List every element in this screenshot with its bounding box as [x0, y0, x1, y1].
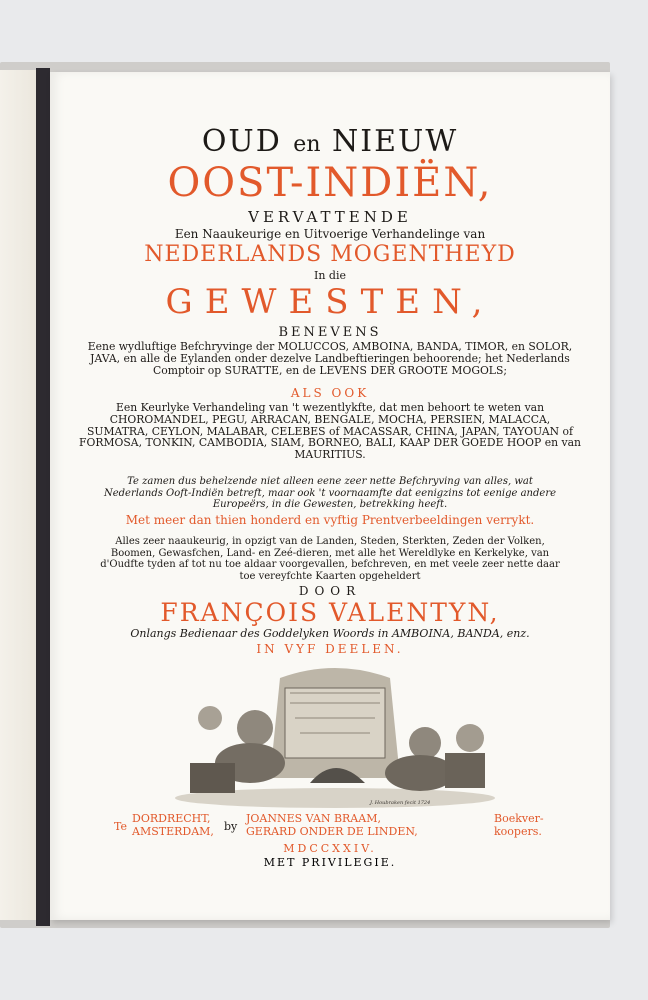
- imprint-te: Te: [114, 820, 127, 833]
- gewesten: GEWESTEN,: [165, 282, 495, 322]
- imprint-trade-2: koopers.: [494, 825, 542, 838]
- description-paragraph-2: Een Keurlyke Verhandeling van 't wezentlykfte, dat men behoort te weten van CHOROMANDEL, PEGU, ARRACAN, BENGALE, MOCHA, PERSIEN, MALACCA, SUMATRA, CEYLON, MALABAR, CELEBES of MACASSAR, CHINA, JAPAN, TAYOUAN of FORMOSA, TONKIN, CAMBODIA, SIAM, BORNEO, BALI, KAAP DER GOEDE HOOP en van MAURITIUS.: [79, 401, 581, 462]
- illustrations-line: Met meer dan thien honderd en vyftig Prentverbeeldingen verrykt.: [125, 513, 535, 527]
- in-die: In die: [314, 269, 346, 282]
- benevens: BENEVENS: [278, 325, 382, 340]
- title-word-en: en: [293, 132, 321, 157]
- privilege: MET PRIVILEGIE.: [263, 856, 397, 869]
- title-word-nieuw: NIEUW: [332, 124, 459, 159]
- imprint-printer-2: GERARD ONDER DE LINDEN,: [246, 825, 418, 838]
- imprint-city-2: AMSTERDAM,: [132, 825, 214, 838]
- title-word-oud: OUD: [201, 124, 282, 159]
- imprint-city-1: DORDRECHT,: [132, 812, 211, 825]
- nederlands-mogentheyd: NEDERLANDS MOGENTHEYD: [144, 242, 516, 267]
- description-paragraph-3: Te zamen dus behelzende niet alleen eene zeer nette Befchryving van alles, wat Nederlands Ooft-Indiën betreft, maar ook 't voornaamfte dat eenigzins tot eenige andere Europeërs, in die Gewesten, betrekking heeft.: [103, 476, 557, 510]
- description-paragraph-4: Alles zeer naaukeurig, in opzigt van de Landen, Steden, Sterkten, Zeden der Volken, Boomen, Gewasfchen, Land- en Zeé-dieren, met alle het Wereldlyke en Kerkelyke, van d'Oudfte tyden af tot nu toe aldaar voorgevallen, befchreven, en met veele zeer nette daar toe vereyfchte Kaarten opgeheldert: [100, 536, 560, 582]
- year: MDCCXXIV.: [283, 842, 377, 855]
- door: DOOR: [298, 584, 362, 598]
- title-line-oud-en-nieuw: [50, 124, 610, 159]
- engraving-illustration: [170, 658, 500, 808]
- description-paragraph-1: Eene wydluftige Befchryvinge der MOLUCCOS, AMBOINA, BANDA, TIMOR, en SOLOR, JAVA, en alle de Eylanden onder dezelve Landbeftieringen behoorende; het Nederlands Comptoir op SURATTE, en de LEVENS DER GROOTE MOGOLS;: [87, 340, 573, 377]
- title-page: [50, 72, 610, 920]
- als-ook: ALS OOK: [290, 386, 370, 400]
- subtitle-line: Een Naaukeurige en Uitvoerige Verhandelinge van: [174, 227, 486, 241]
- imprint-trade-1: Boekver-: [494, 812, 544, 825]
- volumes-line: IN VYF DEELEN.: [256, 642, 404, 656]
- engraving-signature: J. Houbraken fecit 1724: [370, 800, 431, 806]
- imprint-by: by: [224, 820, 238, 833]
- vervattende: VERVATTENDE: [248, 208, 412, 226]
- book-cover-spine: [36, 68, 50, 926]
- imprint-printer-1: JOANNES VAN BRAAM,: [246, 812, 381, 825]
- author-name: FRANÇOIS VALENTYN,: [160, 598, 500, 627]
- main-title: OOST-INDIËN,: [167, 160, 493, 206]
- author-description: Onlangs Bedienaar des Goddelyken Woords in AMBOINA, BANDA, enz.: [130, 627, 530, 640]
